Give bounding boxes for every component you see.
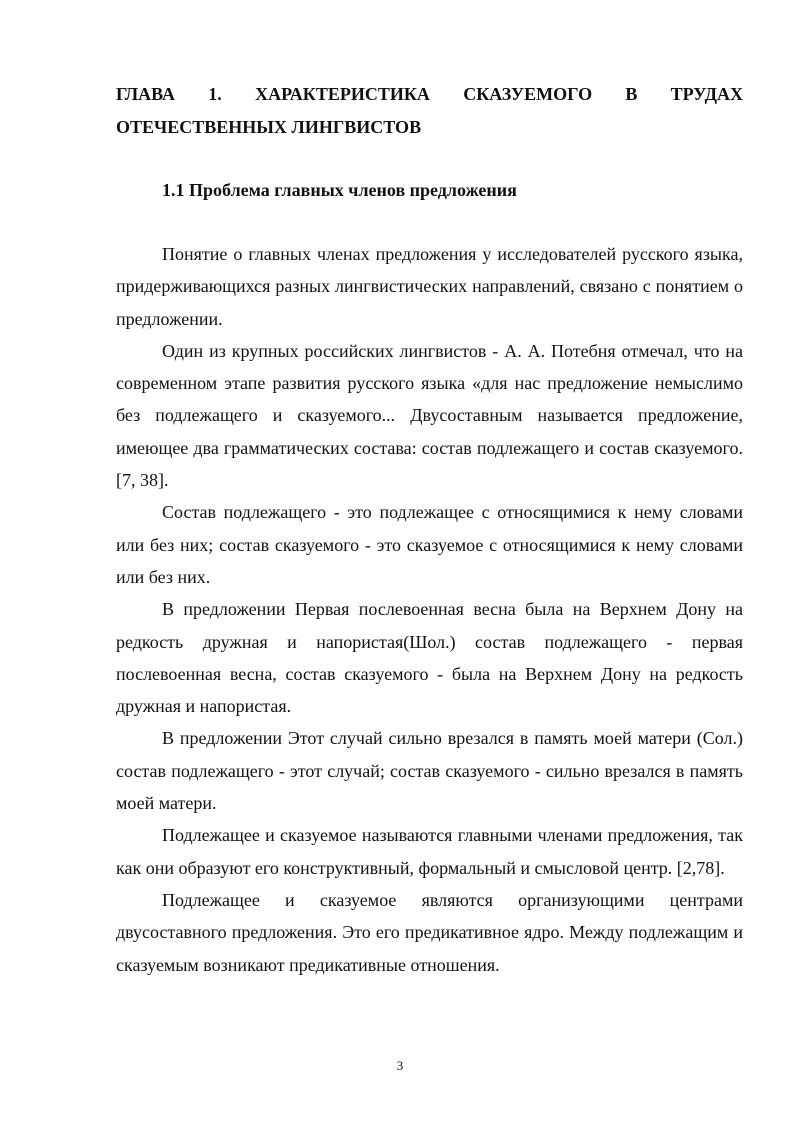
body-text	[116, 238, 743, 981]
page-number: 3	[396, 1058, 404, 1073]
paragraph: Подлежащее и сказуемое являются организующими центрами двусоставного предложения. Это его предикативное ядро. Между подлежащим и сказуемым возникают предикативные отношения.	[116, 889, 743, 975]
paragraph: В предложении Первая послевоенная весна была на Верхнем Дону на редкость дружная и напористая(Шол.) состав подлежащего - первая послевоенная весна, состав сказуемого - была на Верхнем Дону на редкость дружная и напористая.	[116, 599, 743, 717]
paragraph: Подлежащее и сказуемое называются главными членами предложения, так как они образуют его конструктивный, формальный и смысловой центр. [2,78].	[116, 825, 743, 878]
section-title: 1.1 Проблема главных членов предложения	[162, 180, 517, 200]
paragraph: Понятие о главных членах предложения у исследователей русского языка, придерживающихся разных лингвистических направлений, связано с понятием о предложении.	[116, 244, 743, 329]
paragraph: В предложении Этот случай сильно врезался в память моей матери (Сол.) состав подлежащего - этот случай; состав сказуемого - сильно врезался в память моей матери.	[116, 728, 743, 814]
chapter-title: ГЛАВА 1. ХАРАКТЕРИСТИКА СКАЗУЕМОГО В ТРУДАХ ОТЕЧЕСТВЕННЫХ ЛИНГВИСТОВ	[116, 84, 743, 137]
paragraph: Состав подлежащего - это подлежащее с относящимися к нему словами или без них; состав сказуемого - это сказуемое с относящимися к нему словами или без них.	[116, 502, 743, 587]
paragraph: Один из крупных российских лингвистов - А. А. Потебня отмечал, что на современном этапе развития русского языка «для нас предложение немыслимо без подлежащего и сказуемого... Двусоставным называется предложение, имеющее два грамматических состава: состав подлежащего и состав сказуемого. [7, 38].	[116, 340, 743, 491]
